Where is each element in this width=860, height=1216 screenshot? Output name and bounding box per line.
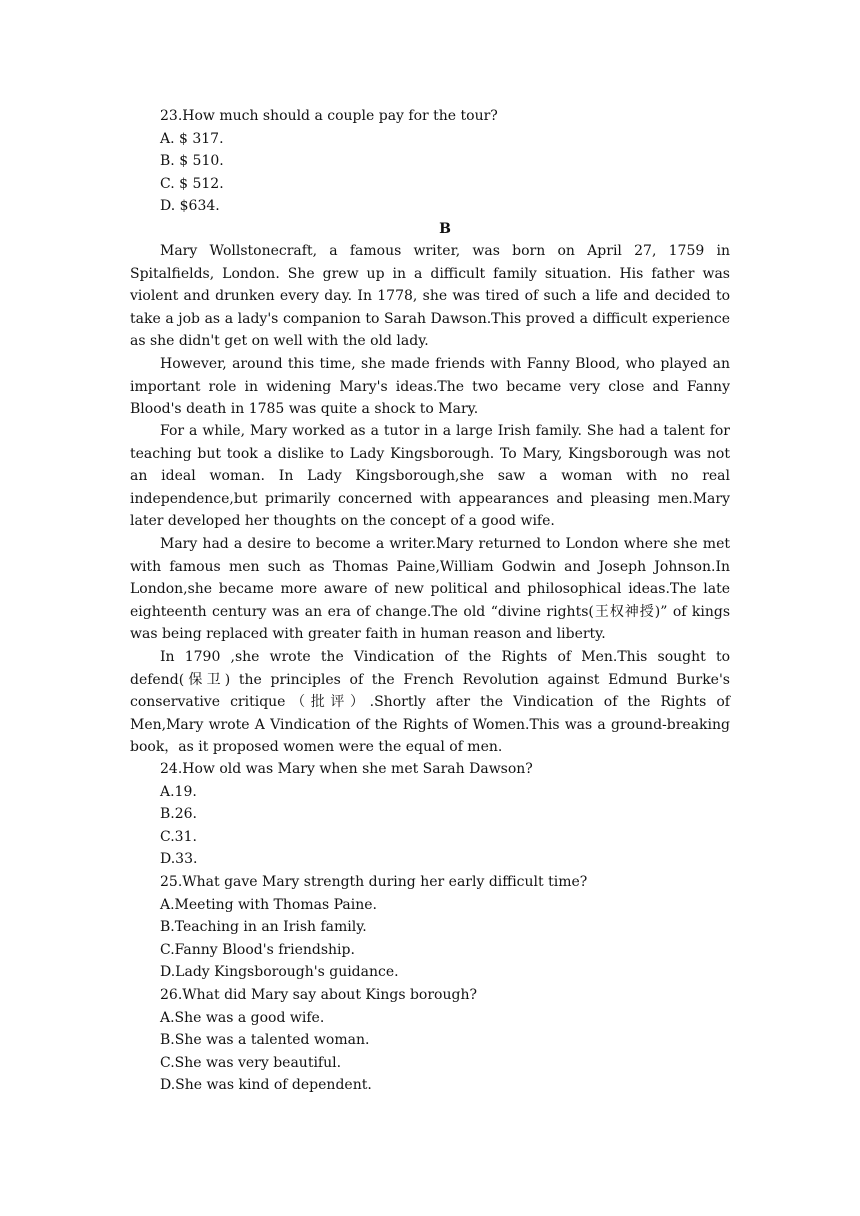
q25-option-b: B.Teaching in an Irish family. (160, 919, 367, 935)
q23-option-c: C. $ 512. (160, 176, 224, 192)
q25-option-c: C.Fanny Blood's friendship. (160, 942, 355, 958)
q26-option-b: B.She was a talented woman. (160, 1032, 370, 1048)
q25-option-d: D.Lady Kingsborough's guidance. (160, 964, 399, 980)
q23-option-a: A. $ 317. (160, 131, 224, 147)
q25-option-a: A.Meeting with Thomas Paine. (160, 897, 377, 913)
question-25: 25.What gave Mary strength during her early difficult time? (160, 874, 588, 890)
paragraph-text: Mary Wollstonecraft, a famous writer, was born on April 27, 1759 in Spitalfields, London. She grew up in a difficult family situation. His father was violent and drunken every day. In 1778, she was tired of such a life and decided to take a job as a lady's companion to Sarah Dawson.This proved a difficult experience as she didn't get on well with the old lady. (130, 243, 730, 350)
passage-paragraph-3 (130, 420, 730, 533)
passage-paragraph-1 (130, 240, 730, 353)
question-26: 26.What did Mary say about Kings borough? (160, 987, 477, 1003)
q23-option-b: B. $ 510. (160, 153, 224, 169)
passage-paragraph-4 (130, 533, 730, 646)
q26-option-a: A.She was a good wife. (160, 1010, 325, 1026)
passage-paragraph-2 (130, 353, 730, 421)
q23-option-d: D. $634. (160, 198, 220, 214)
q24-option-b: B.26. (160, 806, 198, 822)
question-23: 23.How much should a couple pay for the tour? (160, 108, 498, 124)
section-letter: B (439, 221, 451, 237)
q26-option-c: C.She was very beautiful. (160, 1055, 342, 1071)
paragraph-text: In 1790 ,she wrote the Vindication of the Rights of Men.This sought to defend(保卫) the principles of the French Revolution against Edmund Burke's conservative critique（批评）.Shortly after the Vindication of the Rights of Men,Mary wrote A Vindication of the Rights of Women.This was a ground-breaking book，as it proposed women were the equal of men. (130, 649, 730, 756)
paragraph-text: However, around this time, she made friends with Fanny Blood, who played an important role in widening Mary's ideas.The two became very close and Fanny Blood's death in 1785 was quite a shock to Mary. (130, 356, 730, 418)
paragraph-text: For a while, Mary worked as a tutor in a large Irish family. She had a talent for teaching but took a dislike to Lady Kingsborough. To Mary, Kingsborough was not an ideal woman. In Lady Kingsborough,she saw a woman with no real independence,but primarily concerned with appearances and pleasing men.Mary later developed her thoughts on the concept of a good wife. (130, 423, 730, 530)
paragraph-text: Mary had a desire to become a writer.Mary returned to London where she met with famous men such as Thomas Paine,William Godwin and Joseph Johnson.In London,she became more aware of new political and philosophical ideas.The late eighteenth century was an era of change.The old “divine rights(王权神授)” of kings was being replaced with greater faith in human reason and liberty. (130, 536, 730, 643)
q26-option-d: D.She was kind of dependent. (160, 1077, 372, 1093)
q24-option-c: C.31. (160, 829, 197, 845)
passage-paragraph-5 (130, 646, 730, 759)
q24-option-a: A.19. (160, 784, 197, 800)
q24-option-d: D.33. (160, 851, 198, 867)
question-24: 24.How old was Mary when she met Sarah Dawson? (160, 761, 533, 777)
